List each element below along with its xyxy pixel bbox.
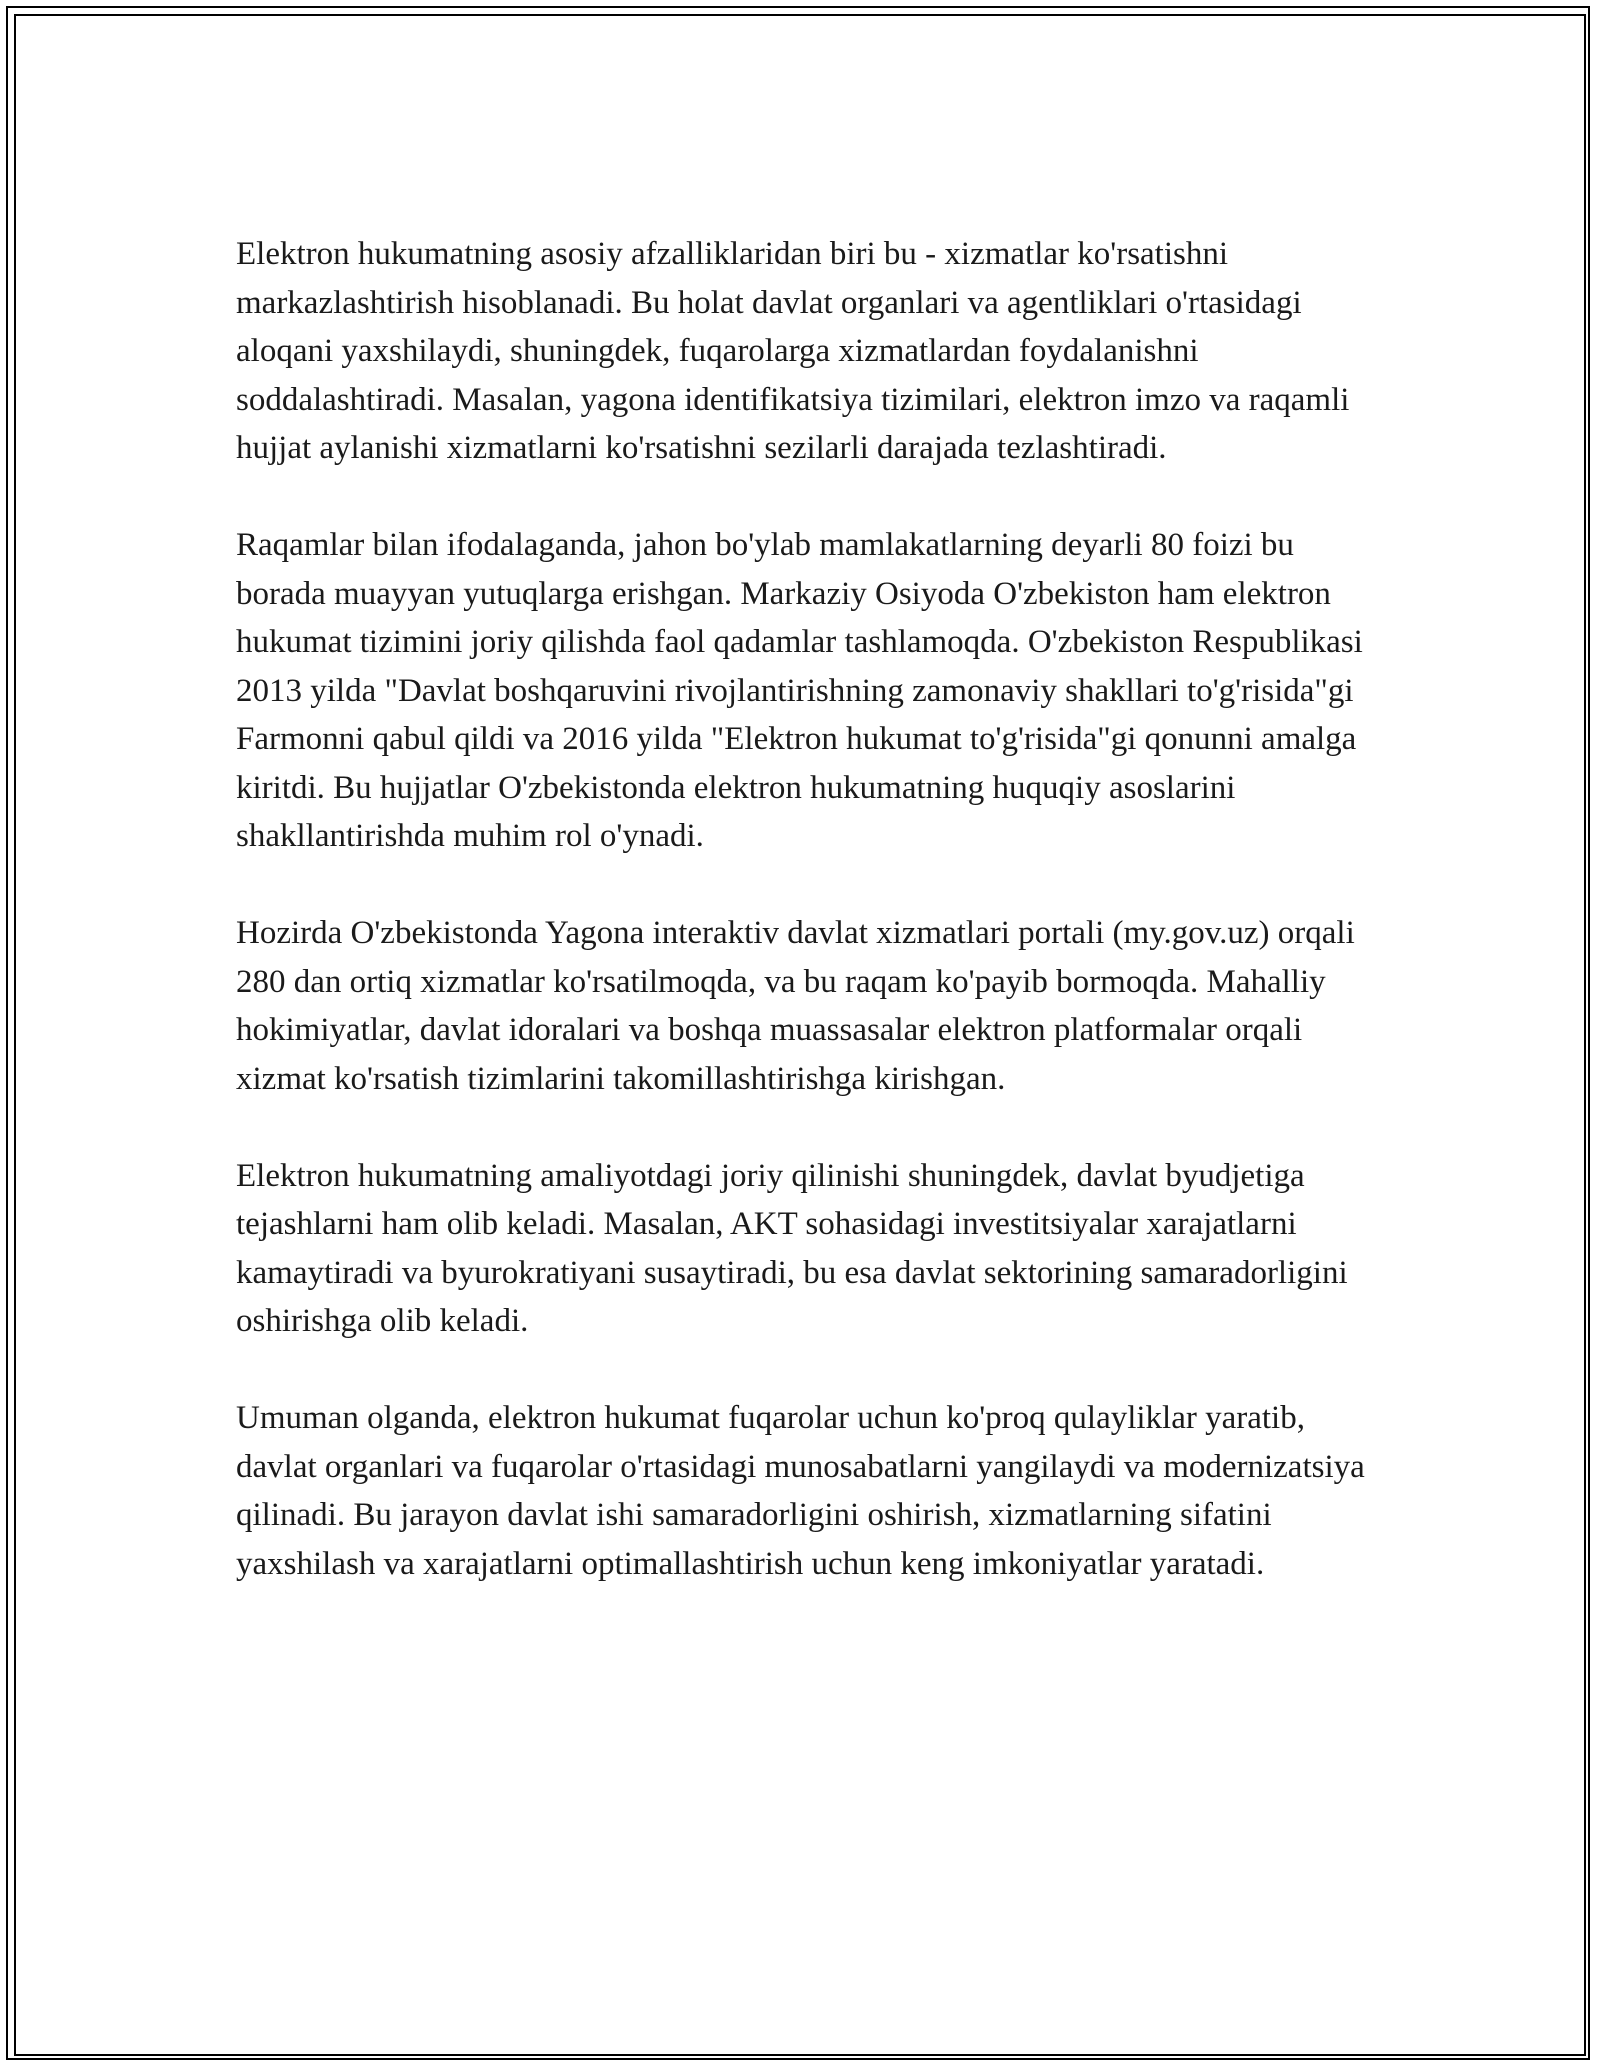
paragraph-4: Elektron hukumatning amaliyotdagi joriy qilinishi shuningdek, davlat byudjetiga tejashlarni ham olib keladi. Masalan, AKT sohasidagi investitsiyalar xarajatlarni kamaytiradi va byurokratiyani susaytiradi, bu esa davlat sektorining samaradorligini oshirishga olib keladi.	[236, 1157, 1348, 1339]
paragraph-3: Hozirda O'zbekistonda Yagona interaktiv davlat xizmatlari portali (my.gov.uz) orqali 280 dan ortiq xizmatlar ko'rsatilmoqda, va bu raqam ko'payib bormoqda. Mahalliy hokimiyatlar, davlat idoralari va boshqa muassasalar elektron platformalar orqali xizmat ko'rsatish tizimlarini takomillashtirishga kirishgan.	[236, 915, 1355, 1097]
paragraph-2: Raqamlar bilan ifodalaganda, jahon bo'ylab mamlakatlarning deyarli 80 foizi bu borada muayyan yutuqlarga erishgan. Markaziy Osiyoda O'zbekiston ham elektron hukumat tizimini joriy qilishda faol qadamlar tashlamoqda. O'zbekiston Respublikasi 2013 yilda "Davlat boshqaruvini rivojlantirishning zamonaviy shakllari to'g'risida"gi Farmonni qabul qildi va 2016 yilda "Elektron hukumat to'g'risida"gi qonunni amalga kiritdi. Bu hujjatlar O'zbekistonda elektron hukumatning huquqiy asoslarini shakllantirishda muhim rol o'ynadi.	[236, 527, 1363, 854]
document-body	[236, 230, 1376, 1588]
paragraph-1: Elektron hukumatning asosiy afzalliklaridan biri bu - xizmatlar ko'rsatishni markazlashtirish hisoblanadi. Bu holat davlat organlari va agentliklari o'rtasidagi aloqani yaxshilaydi, shuningdek, fuqarolarga xizmatlardan foydalanishni soddalashtiradi. Masalan, yagona identifikatsiya tizimilari, elektron imzo va raqamli hujjat aylanishi xizmatlarni ko'rsatishni sezilarli darajada tezlashtiradi.	[236, 236, 1350, 466]
paragraph-5: Umuman olganda, elektron hukumat fuqarolar uchun ko'proq qulayliklar yaratib, davlat organlari va fuqarolar o'rtasidagi munosabatlarni yangilaydi va modernizatsiya qilinadi. Bu jarayon davlat ishi samaradorligini oshirish, xizmatlarning sifatini yaxshilash va xarajatlarni optimallashtirish uchun keng imkoniyatlar yaratadi.	[236, 1400, 1365, 1582]
